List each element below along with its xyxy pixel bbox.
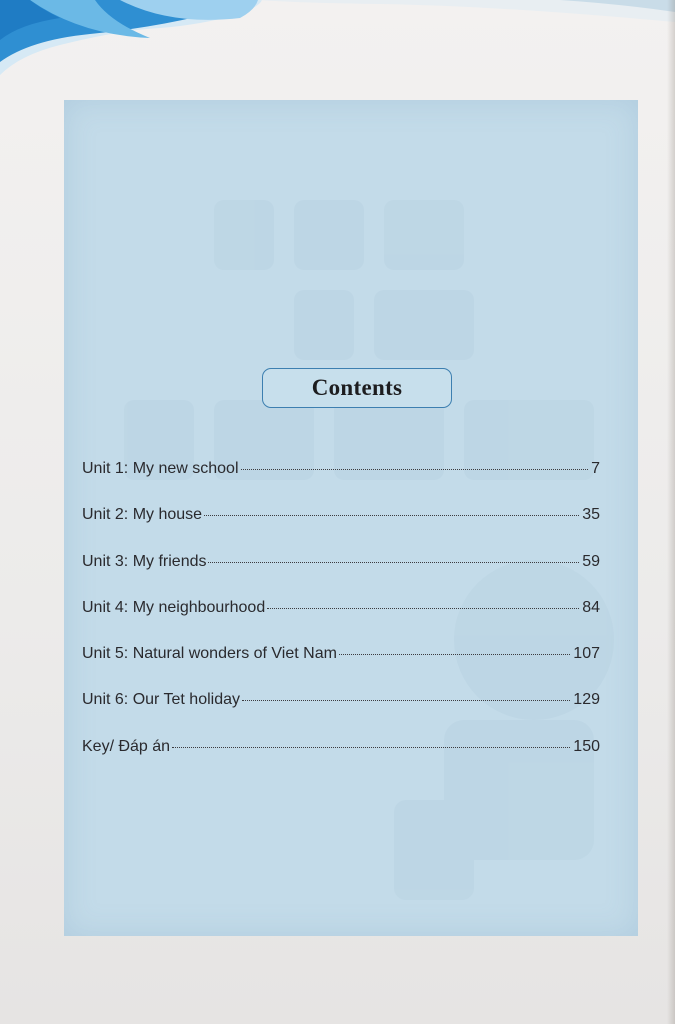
toc-entry xyxy=(82,460,600,506)
toc-entry-page: 84 xyxy=(582,598,600,616)
contents-title-box xyxy=(262,368,452,408)
page-title: Contents xyxy=(311,375,403,400)
toc-entry-label: Unit 5: Natural wonders of Viet Nam xyxy=(82,645,337,663)
toc-entry-page: 150 xyxy=(573,737,600,755)
toc-entry-page: 129 xyxy=(573,691,600,709)
toc-entry xyxy=(82,599,600,645)
toc-entry xyxy=(82,645,600,691)
dot-leader xyxy=(267,608,579,609)
toc-entry-page: 107 xyxy=(573,645,600,663)
toc-entry xyxy=(82,738,600,784)
toc-entry-label: Key/ Đáp án xyxy=(82,737,171,755)
toc-entry-page: 35 xyxy=(582,506,600,524)
toc-entry xyxy=(82,553,600,599)
toc-entry-label: Unit 3: My friends xyxy=(82,552,207,570)
toc-entry-label: Unit 2: My house xyxy=(82,506,203,524)
page-edge-shadow xyxy=(667,0,675,1024)
dot-leader xyxy=(241,469,589,470)
toc-entry-page: 7 xyxy=(591,460,600,477)
toc-entry-label: Unit 1: My new school xyxy=(82,460,239,477)
dot-leader xyxy=(208,562,579,563)
toc-entry-page: 59 xyxy=(582,552,600,570)
dot-leader xyxy=(172,747,570,748)
corner-wave-decoration xyxy=(0,0,675,110)
toc-entry xyxy=(82,506,600,552)
dot-leader xyxy=(204,515,579,516)
toc-entry-label: Unit 4: My neighbourhood xyxy=(82,598,266,616)
dot-leader xyxy=(339,654,570,655)
toc-entry-label: Unit 6: Our Tet holiday xyxy=(82,691,241,709)
table-of-contents xyxy=(82,460,600,784)
toc-entry xyxy=(82,691,600,737)
dot-leader xyxy=(242,700,570,701)
